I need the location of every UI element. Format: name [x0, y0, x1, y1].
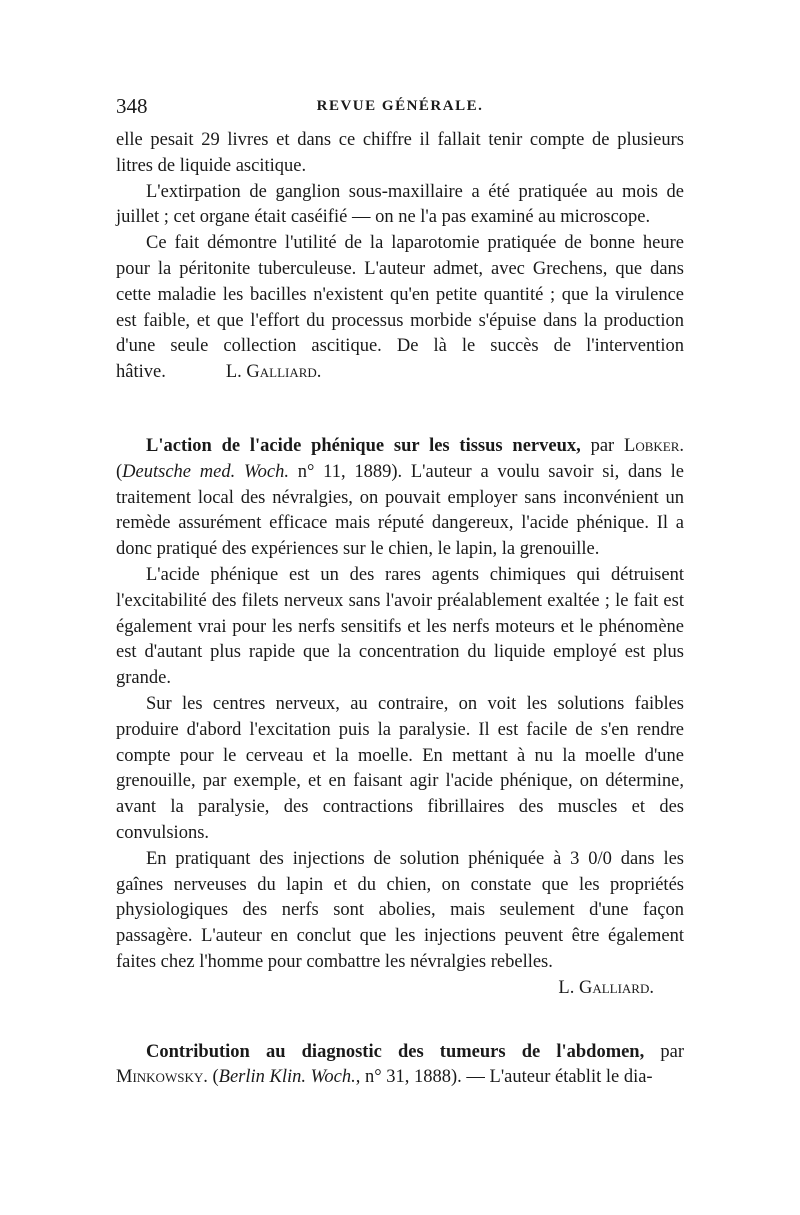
paragraph: L'extirpation de ganglion sous-maxillaire a été pratiquée au mois de juillet ; cet organe était caséifié — on ne l'a pas examiné au microscope. — [116, 181, 684, 228]
signature: L. Galliard. — [558, 977, 654, 998]
section-gap — [116, 1002, 684, 1040]
paragraph: Sur les centres nerveux, au contraire, on voit les solutions faibles produire d'abord l'excitation puis la paralysie. Il est facile de s'en rendre compte pour le cerveau et la moelle. En mettant à nu la moelle d'une grenouille, par exemple, et en faisant agir l'acide phénique, on détermine, avant la paralysie, des contractions fibrillaires des muscles et des convulsions. — [116, 693, 684, 843]
byline-connector: par — [580, 435, 625, 456]
paragraph: En pratiquant des injections de solution phéniquée à 3 0/0 dans les gaînes nerveuses du lapin et du chien, on constate que les propriétés physiologiques des nerfs sont abolies, mais seulement d'une façon passagère. L'auteur en conclut que les injections peuvent être également faites chez l'homme pour combattre les névralgies rebelles. — [116, 848, 684, 972]
journal-name: Deutsche med. Woch. — [122, 461, 289, 482]
article-title: L'action de l'acide phénique sur les tissus nerveux, — [146, 435, 581, 456]
section-gap — [116, 386, 684, 434]
article-author: Lobker. — [624, 435, 685, 456]
page-number: 348 — [116, 94, 148, 118]
page-header — [116, 94, 684, 124]
article-author: Minkowsky. — [116, 1067, 208, 1088]
signature: L. Galliard. — [225, 362, 322, 383]
citation-text: n° 11, 1889). L'auteur a voulu savoir si, dans le traitement local des névralgies, on pouvait employer sans inconvénient un remède assurément efficace mais réputé dangereux, l'acide phénique. Il a donc pratiqué des expériences sur le chien, le lapin, la grenouille. — [116, 461, 684, 560]
paragraph: L'acide phénique est un des rares agents chimiques qui détruisent l'excitabilité des filets nerveux sans l'avoir préalablement exaltée ; le fait est également vrai pour les nerfs sensitifs et les nerfs moteurs et le phénomène est d'autant plus rapide que la concentration du liquide employé est plus grande. — [116, 564, 684, 689]
paragraph-text: Ce fait démontre l'utilité de la laparotomie pratiquée de bonne heure pour la péritonite tuberculeuse. L'auteur admet, avec Grechens, que dans cette maladie les bacilles n'existent qu'en petite quantité ; que la virulence est faible, et que l'effort du processus morbide s'épuise dans la production d'une seule collection ascitique. De là le succès de l'intervention hâtive. — [116, 233, 684, 383]
article-lead: L'action de l'acide phénique sur les tissus nerveux, par Lobker. (Deutsche med. Woch. n° 11, 1889). L'auteur a voulu savoir si, dans le traitement local des névralgies, on pouvait employer sans inconvénient un remède assurément efficace mais réputé dangereux, l'acide phénique. Il a donc pratiqué des expériences sur le chien, le lapin, la grenouille. — [116, 435, 685, 560]
running-title: REVUE GÉNÉRALE. — [316, 98, 484, 114]
paragraph — [116, 231, 684, 386]
paragraph-continuation: elle pesait 29 livres et dans ce chiffre il fallait tenir compte de plusieurs litres de liquide ascitique. — [116, 130, 684, 176]
journal-name: Berlin Klin. Woch. — [218, 1067, 356, 1088]
article-title: Contribution au diagnostic des tumeurs de l'abdomen, — [146, 1041, 645, 1062]
body-text — [116, 128, 684, 1091]
citation-text: , n° 31, 1888). — L'auteur établit le dia- — [355, 1067, 653, 1088]
article-lead: Contribution au diagnostic des tumeurs de l'abdomen, par Minkowsky. (Berlin Klin. Woch., n° 31, 1888). — L'auteur établit le dia- — [116, 1041, 684, 1088]
byline-connector: par — [644, 1041, 684, 1062]
